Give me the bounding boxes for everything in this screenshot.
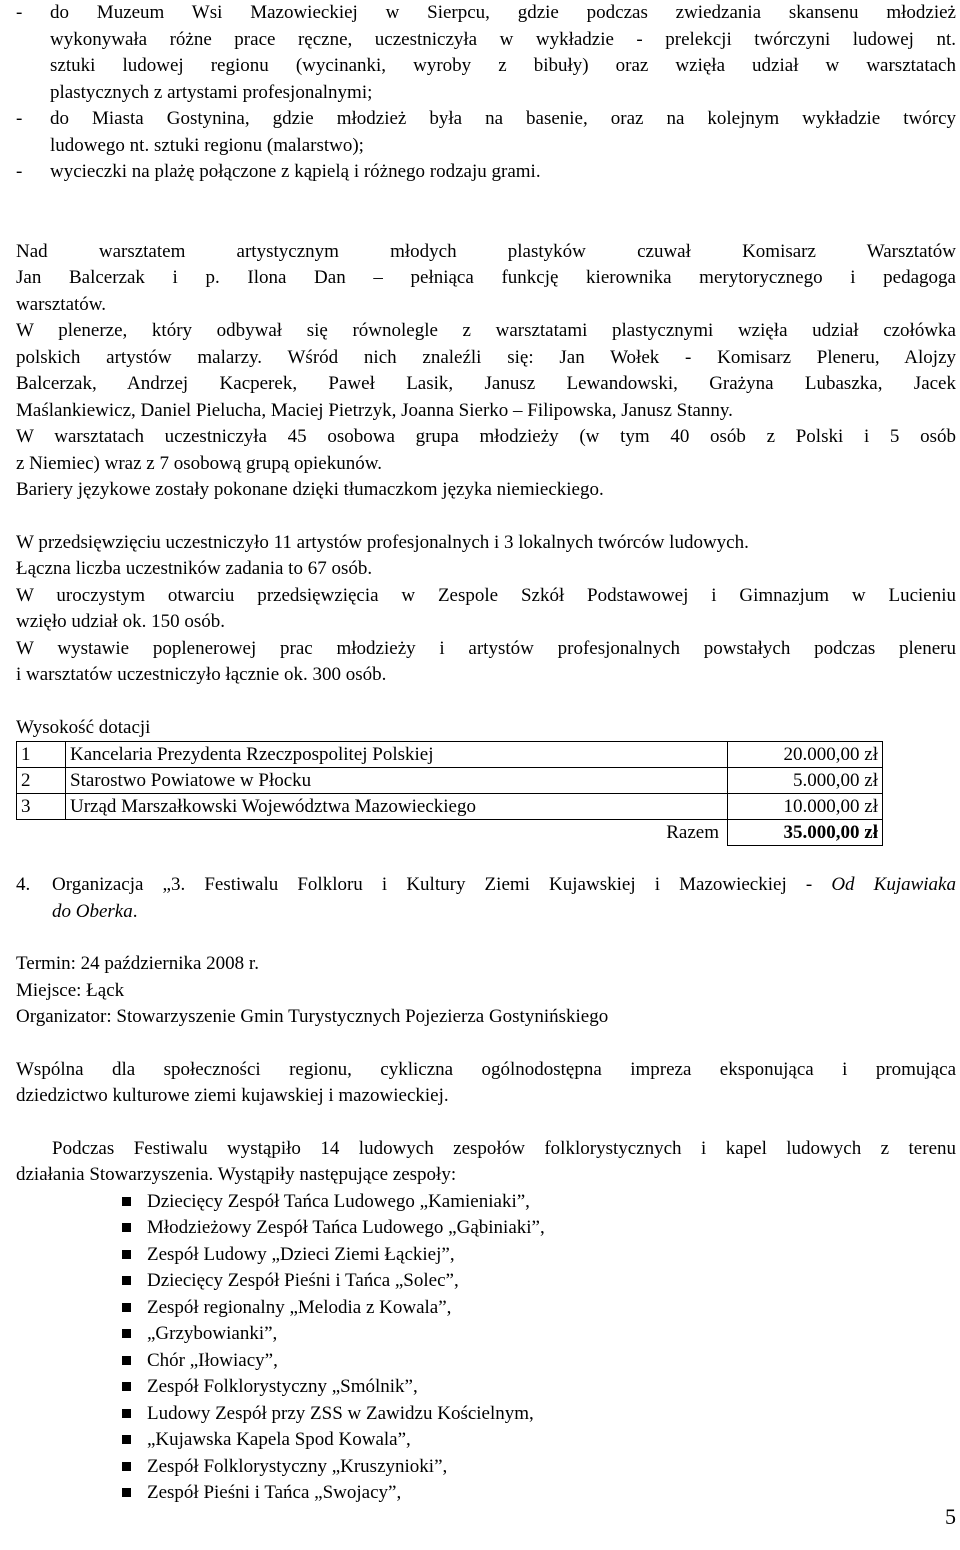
row-number: 1 xyxy=(17,742,66,768)
list-item: Chór „Iłowiacy”, xyxy=(122,1348,956,1375)
list-item: Zespół Folklorystyczny „Smólnik”, xyxy=(122,1374,956,1401)
text-line: Wspólna dla społeczności regionu, cykliczna ogólnodostępna impreza eksponująca i promująca xyxy=(16,1058,956,1080)
dash-mark: - xyxy=(16,161,23,182)
text-line: ludowego nt. sztuki regionu (malarstwo); xyxy=(50,134,364,156)
section-4-heading: 4. Organizacja „3. Festiwalu Folkloru i Kultury Ziemi Kujawskiej i Mazowieckiej - Od Kujawiaka do Oberka. xyxy=(16,872,956,925)
text-line: działania Stowarzyszenia. Wystąpiły następujące zespoły: xyxy=(16,1164,457,1185)
list-item: Dziecięcy Zespół Pieśni i Tańca „Solec”, xyxy=(122,1268,956,1295)
list-item: „Grzybowianki”, xyxy=(122,1321,956,1348)
bullet-square-icon xyxy=(122,1382,131,1391)
list-item xyxy=(16,106,956,159)
list-item: „Kujawska Kapela Spod Kowala”, xyxy=(122,1427,956,1454)
funding-table xyxy=(16,741,883,846)
row-amount: 10.000,00 zł xyxy=(728,794,883,820)
text-line: Balcerzak, Andrzej Kacperek, Paweł Lasik, Janusz Lewandowski, Grażyna Lubaszka, Jacek xyxy=(16,373,956,394)
text-line: wycieczki na plażę połączone z kąpielą i różnego rodzaju grami. xyxy=(50,161,541,182)
total-amount: 35.000,00 zł xyxy=(728,820,883,846)
list-item: Dziecięcy Zespół Tańca Ludowego „Kamieniaki”, xyxy=(122,1189,956,1216)
dash-mark: - xyxy=(16,108,23,129)
text-line: Jan Balcerzak i p. Ilona Dan – pełniąca funkcję kierownika merytorycznego i pedagoga xyxy=(16,267,956,288)
row-number: 2 xyxy=(17,768,66,794)
text-line: i warsztatów uczestniczyło łącznie ok. 300 osób. xyxy=(16,664,387,685)
row-name: Urząd Marszałkowski Województwa Mazowieckiego xyxy=(66,794,728,820)
workshop-paragraph xyxy=(16,239,956,319)
event-date: Termin: 24 października 2008 r. xyxy=(16,953,259,974)
text-line: Maślankiewicz, Daniel Pielucha, Maciej Pietrzyk, Joanna Sierko – Filipowska, Janusz Stanny. xyxy=(16,399,733,421)
bullet-square-icon xyxy=(122,1488,131,1497)
text-line: plastycznych z artystami profesjonalnymi; xyxy=(50,81,373,103)
funding-heading: Wysokość dotacji xyxy=(16,716,151,738)
text-line: do Miasta Gostynina, gdzie młodzież była na basenie, oraz na kolejnym wykładzie twórcy xyxy=(50,108,956,129)
text-line: do Muzeum Wsi Mazowieckiej w Sierpcu, gdzie podczas zwiedzania skansenu młodzież xyxy=(50,2,956,23)
language-note: Bariery językowe zostały pokonane dzięki tłumaczkom języka niemieckiego. xyxy=(16,479,604,500)
text-line: z Niemiec) wraz z 7 osobową grupą opiekunów. xyxy=(16,452,382,474)
section-number: 4. xyxy=(16,874,31,895)
text-line: dziedzictwo kulturowe ziemi kujawskiej i mazowieckiej. xyxy=(16,1085,449,1106)
table-row xyxy=(17,742,883,768)
description-paragraph xyxy=(16,1057,956,1110)
list-item: Zespół Ludowy „Dzieci Ziemi Łąckiej”, xyxy=(122,1242,956,1269)
total-label: Razem xyxy=(666,822,719,844)
event-organizer: Organizator: Stowarzyszenie Gmin Turystycznych Pojezierza Gostynińskiego xyxy=(16,1006,609,1027)
page-number: 5 xyxy=(945,1504,956,1529)
dash-mark: - xyxy=(16,2,23,23)
table-row xyxy=(17,794,883,820)
document-page xyxy=(16,0,956,1507)
row-amount: 20.000,00 zł xyxy=(728,742,883,768)
list-item: Młodzieżowy Zespół Tańca Ludowego „Gąbiniaki”, xyxy=(122,1215,956,1242)
festival-paragraph xyxy=(16,1136,956,1189)
section-title-italic: Od Kujawiaka xyxy=(831,874,956,895)
text-line: W warsztatach uczestniczyła 45 osobowa grupa młodzieży (w tym 40 osób z Polski i 5 osób xyxy=(16,426,956,447)
text-line: Łączna liczba uczestników zadania to 67 osób. xyxy=(16,558,373,579)
text-line: W plenerze, który odbywał się równolegle z warsztatami plastycznymi wzięła udział czołówka xyxy=(16,320,956,341)
section-title: Organizacja „3. Festiwalu Folkloru i Kultury Ziemi Kujawskiej i Mazowieckiej - xyxy=(52,874,813,895)
row-amount: 5.000,00 zł xyxy=(728,768,883,794)
list-item: Zespół regionalny „Melodia z Kowala”, xyxy=(122,1295,956,1322)
text-line: sztuki ludowej regionu (wycinanki, wyroby z bibuły) oraz wzięła udział w warsztatach xyxy=(50,55,956,76)
list-item xyxy=(16,0,956,106)
list-item: Zespół Pieśni i Tańca „Swojacy”, xyxy=(122,1480,956,1507)
text-line: warsztatów. xyxy=(16,293,107,315)
bullet-square-icon xyxy=(122,1250,131,1259)
plener-paragraph xyxy=(16,318,956,424)
bullet-square-icon xyxy=(122,1329,131,1338)
bullet-square-icon xyxy=(122,1462,131,1471)
text-line: Nad warsztatem artystycznym młodych plastyków czuwał Komisarz Warsztatów xyxy=(16,240,956,262)
list-item: Ludowy Zespół przy ZSS w Zawidzu Kościelnym, xyxy=(122,1401,956,1428)
text-line: W wystawie poplenerowej prac młodzieży i artystów profesjonalnych powstałych podczas pleneru xyxy=(16,637,956,659)
text-line: Podczas Festiwalu wystąpiło 14 ludowych zespołów folklorystycznych i kapel ludowych z terenu xyxy=(52,1137,956,1159)
bullet-square-icon xyxy=(122,1356,131,1365)
text-line: W przedsięwzięciu uczestniczyło 11 artystów profesjonalnych i 3 lokalnych twórców ludowych. xyxy=(16,531,749,553)
trip-list xyxy=(16,0,956,186)
row-name: Starostwo Powiatowe w Płocku xyxy=(66,768,728,794)
section-title-italic: do Oberka xyxy=(52,900,133,922)
text-line: polskich artystów malarzy. Wśród nich znaleźli się: Jan Wołek - Komisarz Pleneru, Alojzy xyxy=(16,346,956,368)
bullet-square-icon xyxy=(122,1223,131,1232)
bullet-square-icon xyxy=(122,1435,131,1444)
participants-paragraph xyxy=(16,424,956,477)
bullet-square-icon xyxy=(122,1409,131,1418)
text-line: W uroczystym otwarciu przedsięwzięcia w Zespole Szkół Podstawowej i Gimnazjum w Lucieniu xyxy=(16,584,956,606)
list-item xyxy=(16,159,956,186)
table-row xyxy=(17,768,883,794)
event-place: Miejsce: Łąck xyxy=(16,979,125,1001)
total-row xyxy=(17,820,883,846)
row-name: Kancelaria Prezydenta Rzeczpospolitej Polskiej xyxy=(66,742,728,768)
bullet-square-icon xyxy=(122,1276,131,1285)
text-line: wykonywała różne prace ręczne, uczestniczyła w wykładzie - prelekcji twórczyni ludowej nt. xyxy=(50,28,956,50)
list-item: Zespół Folklorystyczny „Kruszynioki”, xyxy=(122,1454,956,1481)
row-number: 3 xyxy=(17,794,66,820)
text-line: wzięło udział ok. 150 osób. xyxy=(16,611,225,632)
bullet-square-icon xyxy=(122,1197,131,1206)
bullet-square-icon xyxy=(122,1303,131,1312)
ensemble-list xyxy=(16,1189,956,1507)
stats-paragraph xyxy=(16,530,956,689)
